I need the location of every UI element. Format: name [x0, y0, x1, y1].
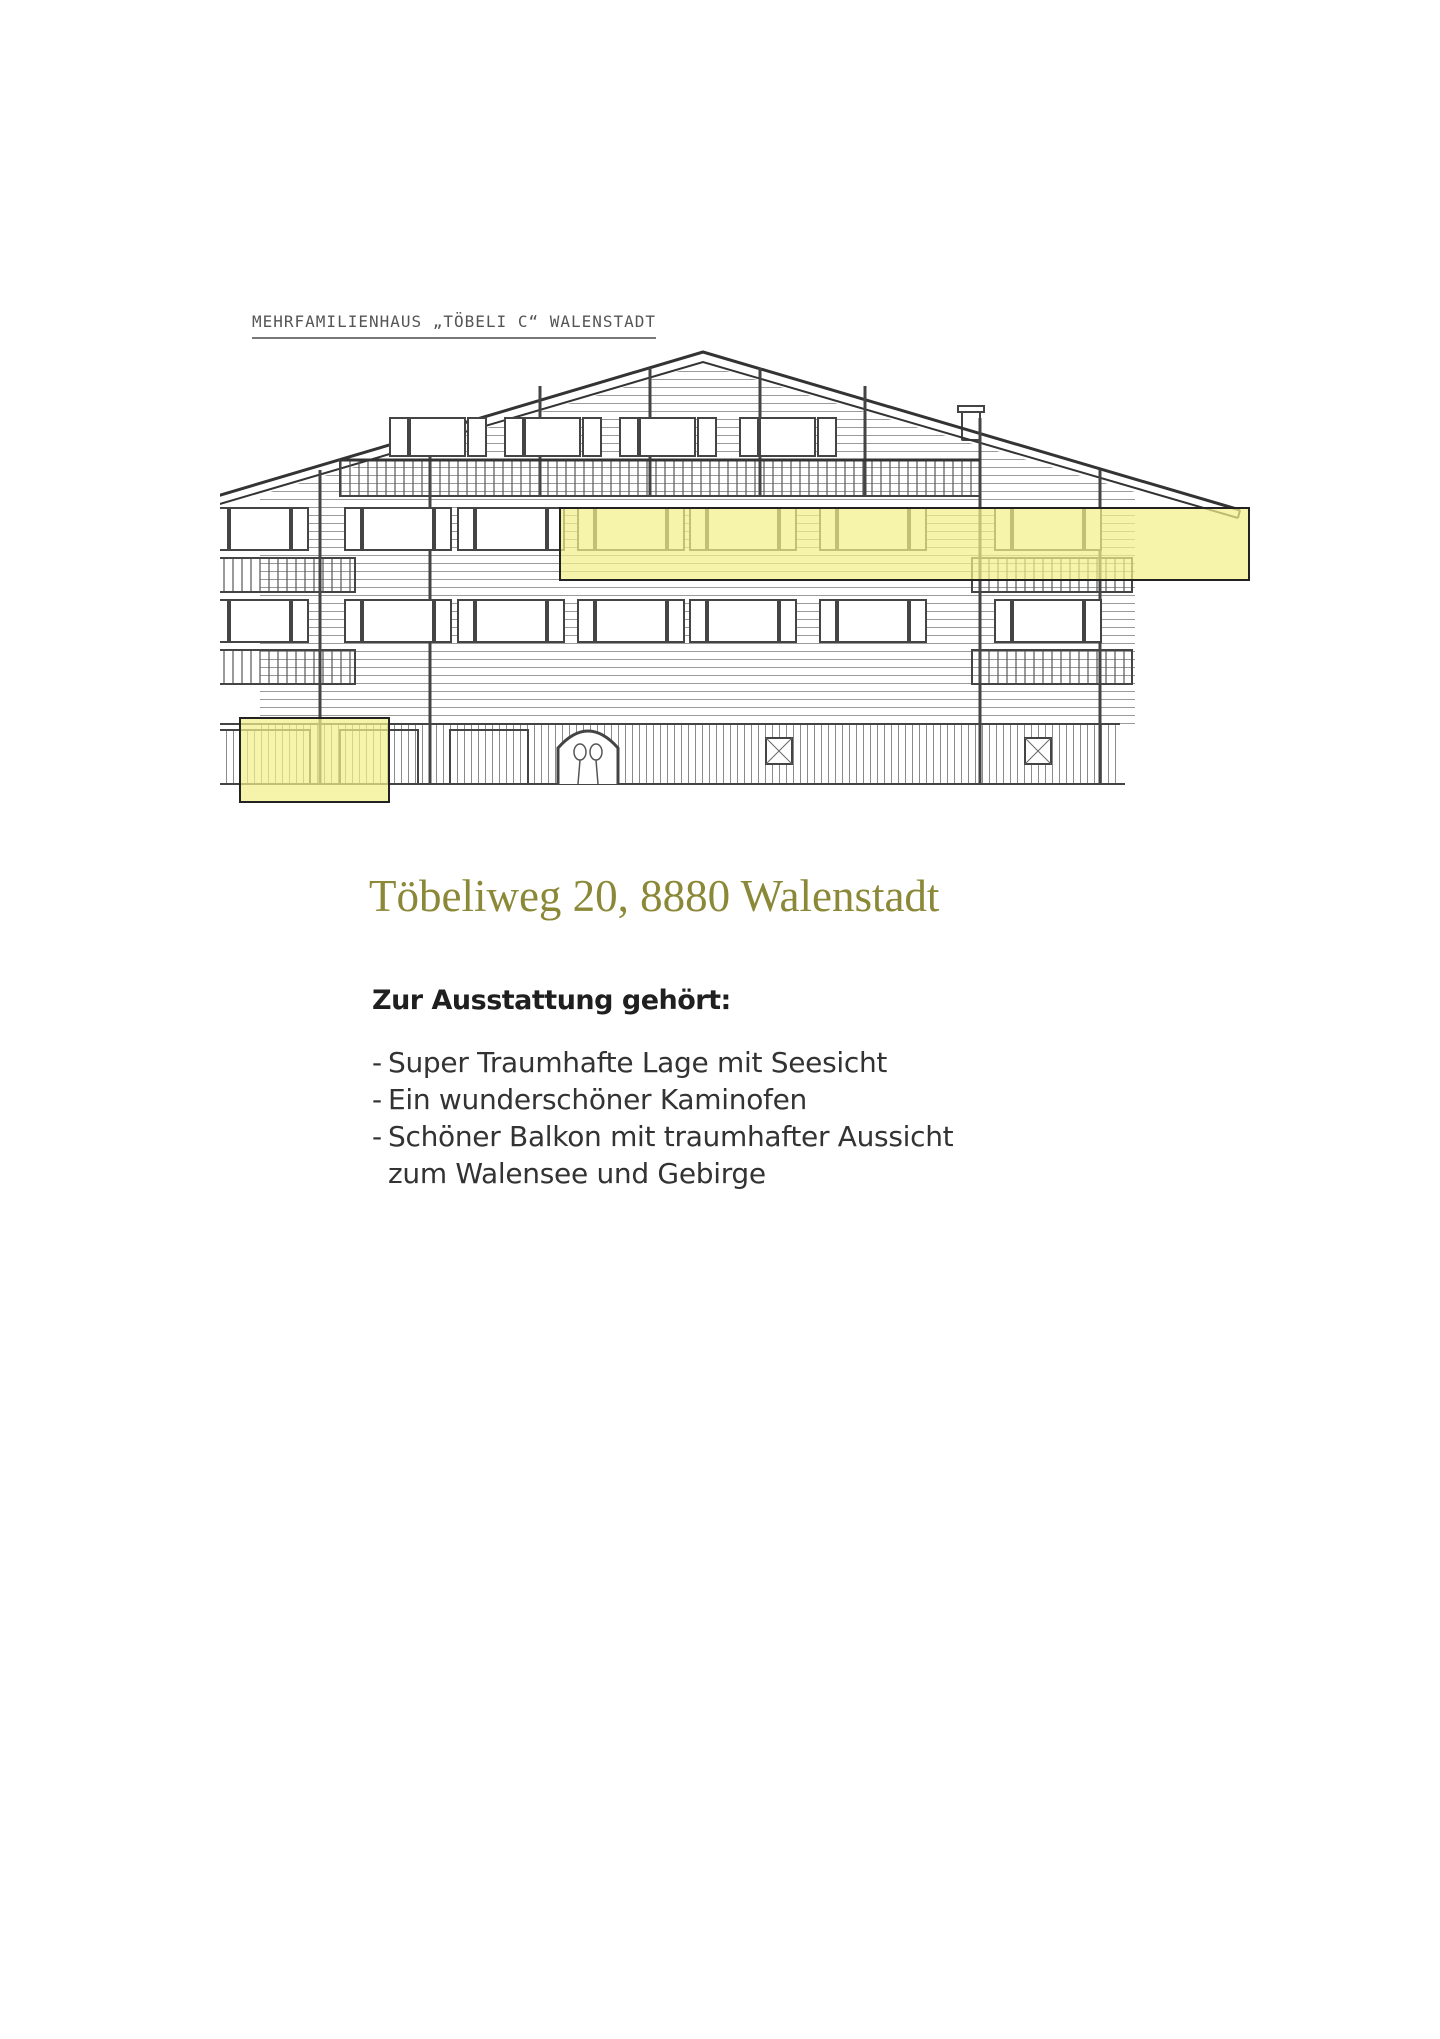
- drawing-title: MEHRFAMILIENHAUS „TÖBELI C“ WALENSTADT: [252, 312, 656, 339]
- features-list: [372, 1044, 1172, 1192]
- list-item: - Ein wunderschöner Kaminofen: [372, 1083, 807, 1116]
- list-item: - Schöner Balkon mit traumhafter Aussicht zum Walensee und Gebirge: [372, 1120, 954, 1190]
- list-item: - Super Traumhafte Lage mit Seesicht: [372, 1046, 888, 1079]
- building-elevation-drawing: [220, 300, 1250, 810]
- features-section: [372, 985, 1172, 1192]
- features-heading: Zur Ausstattung gehört:: [372, 985, 731, 1016]
- property-address: Töbeliweg 20, 8880 Walenstadt: [369, 871, 940, 921]
